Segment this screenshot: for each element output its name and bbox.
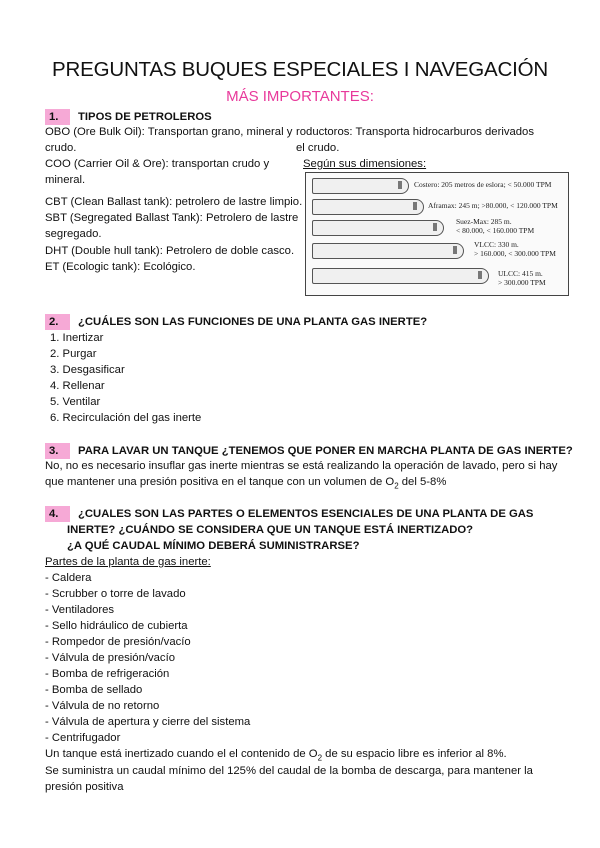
part-item-3: - Sello hidráulico de cubierta [45,620,188,632]
part-item-9: - Válvula de apertura y cierre del sistema [45,716,251,728]
part-item-6: - Bomba de refrigeración [45,668,170,680]
s3-line-1: No, no es necesario insuflar gas inerte mientras se está realizando la operación de lavado, pero si hay [45,460,558,472]
section-4-title-3: ¿A QUÉ CAUDAL MÍNIMO DEBERÁ SUMINISTRARSE? [67,540,360,552]
section-1-number: 1. [45,109,70,125]
inertized-line [45,746,507,762]
s1-line-7: DHT (Double hull tank): Petrolero de doble casco. [45,245,295,257]
function-item-3: 4. Rellenar [50,380,105,392]
section-1-heading [45,109,212,125]
fig-label-1: Aframax: 245 m; >80.000, < 120.000 TPM [428,201,558,210]
fig-label-2: Suez-Max: 285 m. [456,217,512,226]
fig-label-0: Costero: 205 metros de eslora; < 50.000 TPM [414,180,552,189]
part-item-0: - Caldera [45,572,92,584]
part-item-7: - Bomba de sellado [45,684,143,696]
section-4-title-1: ¿CUALES SON LAS PARTES O ELEMENTOS ESENCIALES DE UNA PLANTA DE GAS [78,508,534,520]
s1-line-0: OBO (Ore Bulk Oil): Transportan grano, mineral y [45,126,293,138]
s1-line-8: ET (Ecologic tank): Ecológico. [45,261,196,273]
section-1-title: TIPOS DE PETROLEROS [78,111,212,123]
fig-label-6: ULCC: 415 m. [498,269,543,278]
section-3-title: PARA LAVAR UN TANQUE ¿TENEMOS QUE PONER EN MARCHA PLANTA DE GAS INERTE? [78,445,573,457]
s1-line-4: CBT (Clean Ballast tank): petrolero de lastre limpio. [45,196,303,208]
part-item-8: - Válvula de no retorno [45,700,160,712]
inertized-line-a: Un tanque está inertizado cuando el el contenido de O [45,748,318,760]
section-4-heading [45,506,533,522]
part-item-2: - Ventiladores [45,604,115,616]
fig-label-5: > 160.000, < 300.000 TPM [474,249,556,258]
fig-label-4: VLCC: 330 m. [474,240,519,249]
s3-line-2b: del 5-8% [398,476,447,488]
ship-aframax-shape [312,199,424,215]
inertized-line-sub: 2 [317,753,323,763]
function-item-1: 2. Purgar [50,348,97,360]
fig-label-7: > 300.000 TPM [498,278,546,287]
ship-ulcc-shape [312,268,489,284]
part-item-4: - Rompedor de presión/vacío [45,636,191,648]
section-4-title-2: INERTE? ¿CUÁNDO SE CONSIDERA QUE UN TANQUE ESTÁ INERTIZADO? [67,524,474,536]
function-item-2: 3. Desgasificar [50,364,125,376]
section-2-number: 2. [45,314,70,330]
tanker-dimensions-figure [305,172,569,296]
section-3-number: 3. [45,443,70,459]
function-item-4: 5. Ventilar [50,396,101,408]
parts-label: Partes de la planta de gas inerte: [45,556,211,568]
s1-right-line-1: el crudo. [296,142,340,154]
ship-costero-shape [312,178,409,194]
flow-line-2: presión positiva [45,781,124,793]
page-subtitle: MÁS IMPORTANTES: [226,88,374,105]
section-4-number: 4. [45,506,70,522]
function-item-5: 6. Recirculación del gas inerte [50,412,202,424]
s3-line-2a: que mantener una presión positiva en el tanque con un volumen de O [45,476,395,488]
part-item-1: - Scrubber o torre de lavado [45,588,186,600]
section-2-heading [45,314,427,330]
s1-line-1: crudo. [45,142,77,154]
ship-vlcc-shape [312,243,464,259]
s3-line-2 [45,474,446,490]
function-item-0: 1. Inertizar [50,332,104,344]
part-item-5: - Válvula de presión/vacío [45,652,175,664]
part-item-10: - Centrifugador [45,732,121,744]
section-3-heading [45,443,573,459]
section-2-title: ¿CUÁLES SON LAS FUNCIONES DE UNA PLANTA GAS INERTE? [78,316,428,328]
flow-line-1: Se suministra un caudal mínimo del 125% del caudal de la bomba de descarga, para mantener la [45,765,533,777]
fig-label-3: < 80.000, < 160.000 TPM [456,226,535,235]
s1-right-line-0: roductoros: Transporta hidrocarburos derivados [296,126,534,138]
s3-line-2-sub: 2 [394,481,399,491]
s1-line-3: mineral. [45,174,86,186]
s1-line-5: SBT (Segregated Ballast Tank): Petrolero de lastre [45,212,299,224]
dimensions-label: Según sus dimensiones: [303,158,427,170]
inertized-line-b: de su espacio libre es inferior al 8%. [322,748,507,760]
ship-suezmax-shape [312,220,444,236]
s1-line-6: segregado. [45,228,102,240]
s1-line-2: COO (Carrier Oil & Ore): transportan crudo y [45,158,270,170]
page-title: PREGUNTAS BUQUES ESPECIALES I NAVEGACIÓN [52,58,548,81]
